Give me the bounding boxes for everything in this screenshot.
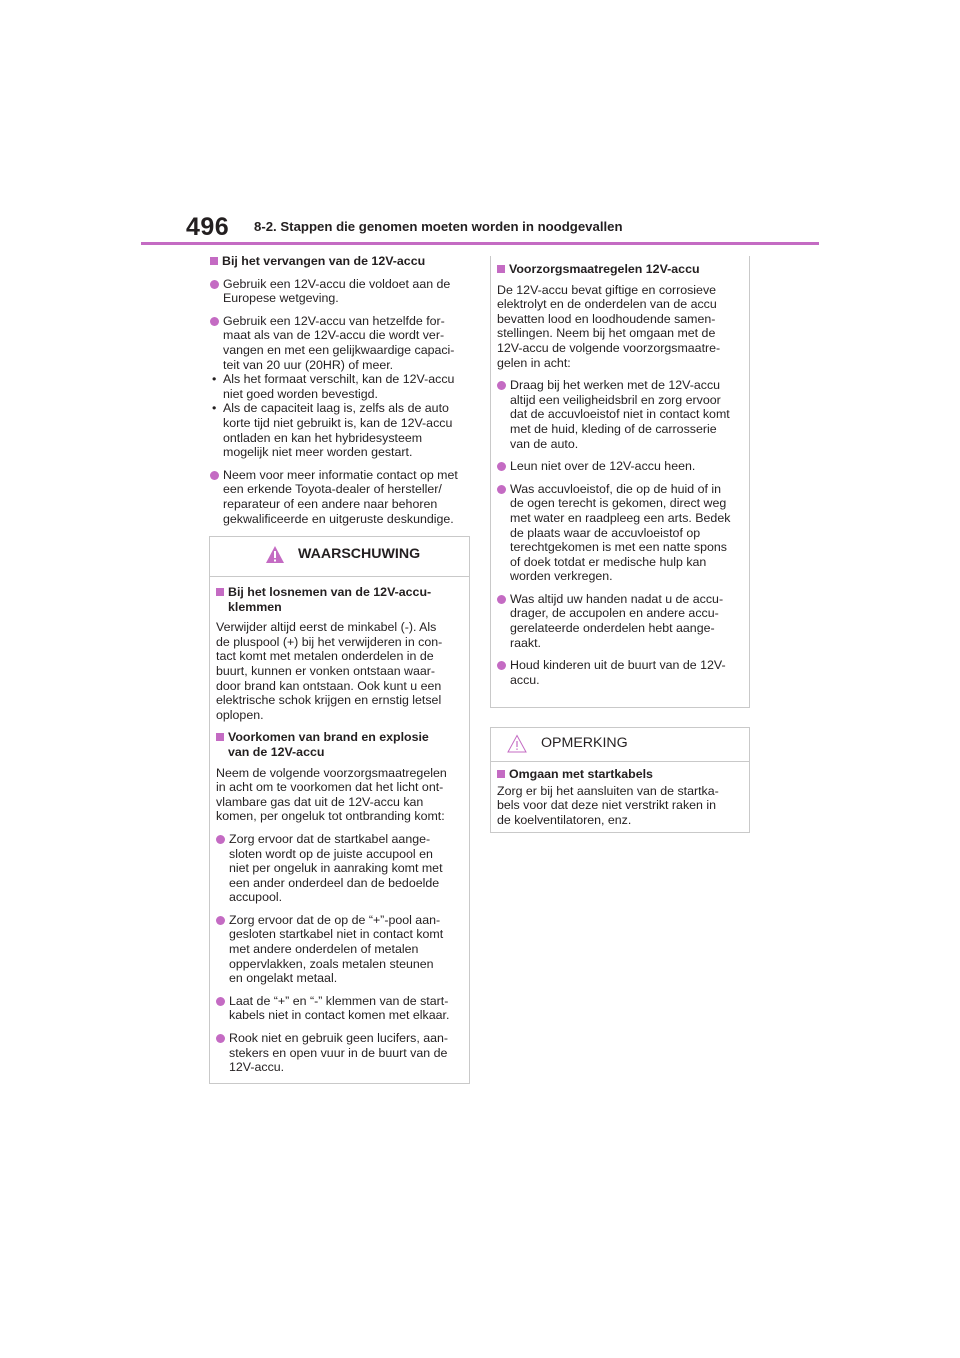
warning-box [209, 536, 470, 1084]
line: van de auto. [510, 436, 579, 451]
left-column [210, 254, 472, 526]
line: bels voor dat deze niet verstrikt raken in [497, 798, 717, 813]
line: gerelateerde onderdelen hebt aange- [510, 621, 715, 636]
list-item [497, 459, 744, 474]
warning-triangle-icon [265, 545, 285, 564]
line: Europese wetgeving. [223, 291, 339, 306]
line: klemmen [228, 599, 282, 614]
warning-box-header [210, 537, 469, 577]
line: een erkende Toyota-dealer of hersteller/ [223, 482, 442, 497]
section-title-text: Bij het vervangen van de 12V-accu [222, 254, 426, 268]
bullet-dot-icon [210, 471, 219, 480]
line: niet goed worden bevestigd. [223, 386, 378, 401]
line: door brand kan ontstaan. Ook kunt u een [216, 678, 442, 693]
line: elektrolyt en de onderdelen van de accu [497, 297, 717, 312]
bullet-dot-icon [216, 835, 225, 844]
line: Zorg ervoor dat de startkabel aange- [229, 831, 431, 846]
line: worden verkregen. [510, 569, 613, 584]
line: gesloten startkabel niet in contact komt [229, 927, 444, 942]
line: terechtgekomen is met een natte spons [510, 540, 727, 555]
precaution-section-title [497, 262, 744, 277]
line: accu. [510, 672, 540, 687]
warning-box-body [210, 577, 469, 1075]
page-number: 496 [186, 213, 230, 241]
section-title-replacing-battery [210, 254, 472, 269]
line: Leun niet over de 12V-accu heen. [510, 459, 696, 474]
notice-paragraph [497, 784, 744, 828]
warning-section-title [216, 730, 464, 759]
notice-section-title-text: Omgaan met startkabels [509, 767, 653, 781]
square-bullet-icon [216, 588, 224, 596]
precaution-intro [497, 283, 744, 371]
warning-paragraph [216, 766, 464, 824]
line: teit van 20 uur (20HR) of meer. [223, 357, 394, 372]
header-rule [141, 242, 819, 245]
list-item [210, 277, 472, 306]
line: stellingen. Neem bij het omgaan met de [497, 326, 716, 341]
line: kabels niet in contact komen met elkaar. [229, 1008, 450, 1023]
notice-section-title [497, 767, 744, 782]
line: tact komt met metalen onderdelen in de [216, 649, 434, 664]
sub-bullet-marker: • [212, 401, 217, 416]
notice-box-body [491, 762, 749, 827]
line: Gebruik een 12V-accu van hetzelfde for- [223, 313, 445, 328]
line: reparateur of een andere naar behoren [223, 496, 438, 511]
line: oppervlakken, zoals metalen steunen [229, 956, 434, 971]
line: Als de capaciteit laag is, zelfs als de auto [223, 401, 449, 416]
sub-bullet-marker: • [212, 372, 217, 387]
line: Verwijder altijd eerst de minkabel (-). Als [216, 620, 437, 635]
precaution-box [490, 256, 750, 708]
warning-paragraph [216, 620, 464, 722]
line: buurt, kunnen er vonken ontstaan waar- [216, 663, 436, 678]
line: Rook niet en gebruik geen lucifers, aan- [229, 1031, 449, 1046]
square-bullet-icon [497, 770, 505, 778]
line: bevatten lood en loodhoudende samen- [497, 311, 716, 326]
line: Draag bij het werken met de 12V-accu [510, 378, 721, 393]
line: komen, per ongeluk tot ontbranding komt: [216, 809, 445, 824]
line: of doek totdat er medische hulp kan [510, 554, 707, 569]
line: de pluspool (+) bij het verwijderen in con- [216, 634, 443, 649]
list-item [210, 314, 472, 372]
line: Bij het losnemen van de 12V-accu- [228, 585, 432, 599]
list-item [216, 913, 464, 986]
precaution-title-text: Voorzorgsmaatregelen 12V-accu [509, 262, 700, 276]
list-item [210, 468, 472, 526]
line: met water en raadpleeg een arts. Bedek [510, 510, 731, 525]
line: Gebruik een 12V-accu die voldoet aan de [223, 276, 451, 291]
caution-triangle-icon [507, 734, 527, 753]
line: gekwalificeerde en uitgeruste deskundige. [223, 511, 454, 526]
line: mogelijk niet meer worden gestart. [223, 445, 413, 460]
bullet-dot-icon [210, 317, 219, 326]
line: dat de accuvloeistof niet in contact komt [510, 407, 730, 422]
line: gelen in acht: [497, 355, 571, 370]
list-item [497, 658, 744, 687]
line: Zorg ervoor dat de op de “+”-pool aan- [229, 912, 441, 927]
bullet-dot-icon [216, 1034, 225, 1043]
line: met de huid, kleding of de carrosserie [510, 421, 717, 436]
line: niet per ongeluk in aanraking komt met [229, 861, 443, 876]
line: en ongelakt metaal. [229, 971, 338, 986]
line: ontladen en kan het hybridesysteem [223, 430, 423, 445]
line: Als het formaat verschilt, kan de 12V-accu [223, 372, 455, 387]
line: Zorg er bij het aansluiten van de startka- [497, 783, 719, 798]
line: altijd een veiligheidsbril en zorg ervoor [510, 392, 721, 407]
line: een ander onderdeel dan de bedoelde [229, 875, 440, 890]
bullet-dot-icon [497, 485, 506, 494]
line: Laat de “+” en “-” klemmen van de start- [229, 993, 449, 1008]
list-item [216, 994, 464, 1023]
bullet-dot-icon [210, 280, 219, 289]
line: de koelventilatoren, enz. [497, 812, 632, 827]
bullet-dot-icon [497, 661, 506, 670]
line: 12V-accu. [229, 1060, 285, 1075]
line: Houd kinderen uit de buurt van de 12V- [510, 658, 726, 673]
line: met andere onderdelen of metalen [229, 942, 419, 957]
line: Neem voor meer informatie contact op met [223, 467, 458, 482]
line: vangen en met een gelijkwaardige capaci- [223, 342, 455, 357]
line: de plaats waar de accuvloeistof op [510, 525, 701, 540]
square-bullet-icon [497, 265, 505, 273]
line: vlambare gas dat uit de 12V-accu kan [216, 794, 424, 809]
warning-section-title [216, 585, 464, 614]
notice-box-header [491, 728, 749, 762]
line: 12V-accu de volgende voorzorgsmaatre- [497, 340, 721, 355]
line: Was accuvloeistof, die op de huid of in [510, 481, 721, 496]
line: accupool. [229, 890, 283, 905]
sub-list-item [210, 401, 472, 459]
bullet-dot-icon [497, 381, 506, 390]
line: Was altijd uw handen nadat u de accu- [510, 591, 724, 606]
line: maat als van de 12V-accu die wordt ver- [223, 328, 445, 343]
list-item [216, 1031, 464, 1075]
bullet-dot-icon [216, 916, 225, 925]
line: in acht om te voorkomen dat het licht ont- [216, 780, 444, 795]
list-item [497, 482, 744, 584]
square-bullet-icon [210, 257, 218, 265]
sub-list-item [210, 372, 472, 401]
line: korte tijd niet gebruikt is, kan de 12V-accu [223, 415, 453, 430]
line: Voorkomen van brand en explosie [228, 730, 429, 745]
list-item [216, 832, 464, 905]
list-item [497, 592, 744, 650]
line: de ogen terecht is gekomen, direct weg [510, 496, 727, 511]
line: stekers en open vuur in de buurt van de [229, 1045, 448, 1060]
line: sloten wordt op de juiste accupool en [229, 846, 433, 861]
notice-box [490, 727, 750, 833]
line: van de 12V-accu [228, 744, 325, 759]
bullet-dot-icon [216, 997, 225, 1006]
bullet-dot-icon [497, 595, 506, 604]
bullet-dot-icon [497, 462, 506, 471]
warning-title: WAARSCHUWING [298, 546, 421, 562]
square-bullet-icon [216, 733, 224, 741]
line: De 12V-accu bevat giftige en corrosieve [497, 282, 717, 297]
line: elektrische schok krijgen en ernstig letsel [216, 693, 442, 708]
precaution-box-body [491, 256, 749, 687]
list-item [497, 378, 744, 451]
line: Neem de volgende voorzorgsmaatregelen [216, 765, 447, 780]
line: raakt. [510, 635, 541, 650]
line: drager, de accupolen en andere accu- [510, 606, 719, 621]
running-title: 8-2. Stappen die genomen moeten worden in noodgevallen [254, 219, 623, 234]
notice-title: OPMERKING [541, 735, 628, 751]
line: oplopen. [216, 707, 264, 722]
